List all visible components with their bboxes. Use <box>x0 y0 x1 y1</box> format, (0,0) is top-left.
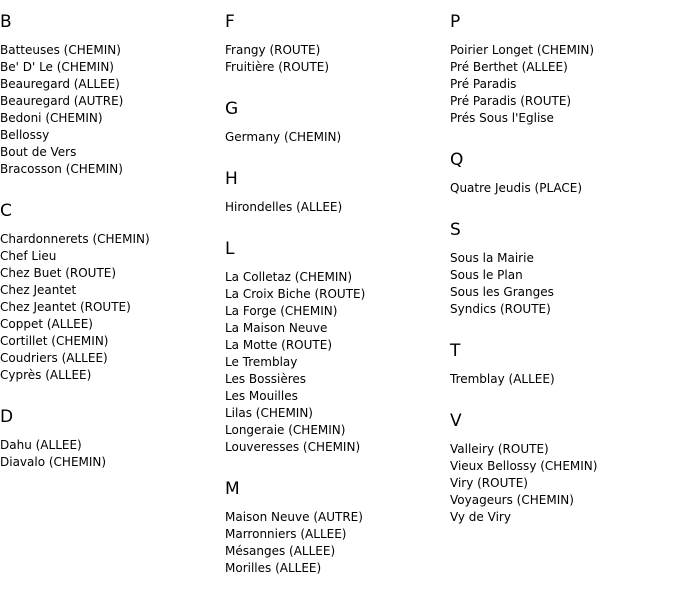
index-column <box>0 0 225 482</box>
street-item: Batteuses (CHEMIN) <box>0 43 121 57</box>
street-item: Le Tremblay <box>225 355 298 369</box>
street-item: Chez Jeantet <box>0 283 77 297</box>
street-item: Tremblay (ALLEE) <box>450 372 555 386</box>
street-item: Lilas (CHEMIN) <box>225 406 313 420</box>
letter-section <box>0 12 225 189</box>
street-list <box>450 250 675 318</box>
street-item: Valleiry (ROUTE) <box>450 442 549 456</box>
street-item: Sous la Mairie <box>450 251 534 265</box>
section-letter: V <box>450 411 462 431</box>
section-letter: F <box>225 12 235 32</box>
letter-section <box>225 99 450 157</box>
index-column <box>450 0 675 537</box>
section-letter: T <box>450 341 461 361</box>
street-item: Sous les Granges <box>450 285 554 299</box>
street-item: Maison Neuve (AUTRE) <box>225 510 363 524</box>
street-item: Prés Sous l'Eglise <box>450 111 554 125</box>
street-item: Be' D' Le (CHEMIN) <box>0 60 114 74</box>
street-list <box>450 42 675 127</box>
street-item: Bellossy <box>0 128 50 142</box>
street-item: Poirier Longet (CHEMIN) <box>450 43 595 57</box>
street-list <box>450 371 675 388</box>
section-letter: P <box>450 12 461 32</box>
street-item: Pré Paradis (ROUTE) <box>450 94 572 108</box>
letter-section <box>225 12 450 87</box>
street-item: Germany (CHEMIN) <box>225 130 342 144</box>
street-item: La Forge (CHEMIN) <box>225 304 338 318</box>
street-list <box>225 129 450 146</box>
street-item: Pré Paradis <box>450 77 517 91</box>
street-item: La Maison Neuve <box>225 321 328 335</box>
section-letter: S <box>450 220 461 240</box>
street-list <box>450 441 675 526</box>
section-letter: G <box>225 99 239 119</box>
street-item: Les Mouilles <box>225 389 298 403</box>
street-item: Marronniers (ALLEE) <box>225 527 347 541</box>
street-item: Pré Berthet (ALLEE) <box>450 60 568 74</box>
letter-section <box>450 150 675 208</box>
street-item: Fruitière (ROUTE) <box>225 60 330 74</box>
street-item: Coppet (ALLEE) <box>0 317 93 331</box>
street-item: Longeraie (CHEMIN) <box>225 423 346 437</box>
street-item: Bracosson (CHEMIN) <box>0 162 123 176</box>
street-item: Coudriers (ALLEE) <box>0 351 108 365</box>
street-item: Sous le Plan <box>450 268 523 282</box>
section-spacer <box>225 76 450 87</box>
section-spacer <box>450 318 675 329</box>
letter-section <box>225 479 450 588</box>
section-spacer <box>0 178 225 189</box>
letter-section <box>450 341 675 399</box>
index-column <box>225 0 450 588</box>
street-list <box>450 180 675 197</box>
letter-section <box>225 239 450 467</box>
section-letter: D <box>0 407 14 427</box>
section-spacer <box>225 577 450 588</box>
section-spacer <box>0 471 225 482</box>
street-item: Vy de Viry <box>450 510 511 524</box>
street-item: Bout de Vers <box>0 145 77 159</box>
section-spacer <box>0 384 225 395</box>
street-item: Chef Lieu <box>0 249 57 263</box>
street-item: Diavalo (CHEMIN) <box>0 455 107 469</box>
street-list <box>0 42 225 178</box>
letter-section <box>225 169 450 227</box>
section-spacer <box>450 197 675 208</box>
street-item: Louveresses (CHEMIN) <box>225 440 361 454</box>
street-item: Chez Jeantet (ROUTE) <box>0 300 131 314</box>
letter-section <box>450 220 675 329</box>
street-item: La Croix Biche (ROUTE) <box>225 287 366 301</box>
section-spacer <box>225 146 450 157</box>
street-item: Voyageurs (CHEMIN) <box>450 493 574 507</box>
section-spacer <box>450 388 675 399</box>
street-item: La Colletaz (CHEMIN) <box>225 270 353 284</box>
street-item: Viry (ROUTE) <box>450 476 528 490</box>
letter-section <box>450 411 675 537</box>
section-letter: L <box>225 239 235 259</box>
street-item: Morilles (ALLEE) <box>225 561 322 575</box>
street-item: Beauregard (AUTRE) <box>0 94 124 108</box>
street-list <box>0 231 225 384</box>
section-letter: M <box>225 479 240 499</box>
section-spacer <box>225 456 450 467</box>
street-item: Syndics (ROUTE) <box>450 302 551 316</box>
street-item: Quatre Jeudis (PLACE) <box>450 181 583 195</box>
letter-section <box>0 407 225 482</box>
street-item: La Motte (ROUTE) <box>225 338 332 352</box>
street-item: Bedoni (CHEMIN) <box>0 111 103 125</box>
street-list <box>225 42 450 76</box>
section-letter: B <box>0 12 12 32</box>
street-item: Dahu (ALLEE) <box>0 438 82 452</box>
street-item: Cortillet (CHEMIN) <box>0 334 109 348</box>
street-item: Les Bossières <box>225 372 307 386</box>
street-item: Hirondelles (ALLEE) <box>225 200 343 214</box>
section-spacer <box>450 127 675 138</box>
street-item: Frangy (ROUTE) <box>225 43 321 57</box>
street-list <box>0 437 225 471</box>
street-item: Chardonnerets (CHEMIN) <box>0 232 150 246</box>
street-list <box>225 269 450 456</box>
street-list <box>225 199 450 216</box>
street-item: Vieux Bellossy (CHEMIN) <box>450 459 598 473</box>
letter-section <box>0 201 225 395</box>
street-item: Mésanges (ALLEE) <box>225 544 336 558</box>
section-spacer <box>225 216 450 227</box>
section-letter: Q <box>450 150 464 170</box>
street-item: Chez Buet (ROUTE) <box>0 266 117 280</box>
street-item: Beauregard (ALLEE) <box>0 77 120 91</box>
section-spacer <box>450 526 675 537</box>
section-letter: C <box>0 201 12 221</box>
street-item: Cyprès (ALLEE) <box>0 368 92 382</box>
section-letter: H <box>225 169 238 189</box>
letter-section <box>450 12 675 138</box>
street-list <box>225 509 450 577</box>
